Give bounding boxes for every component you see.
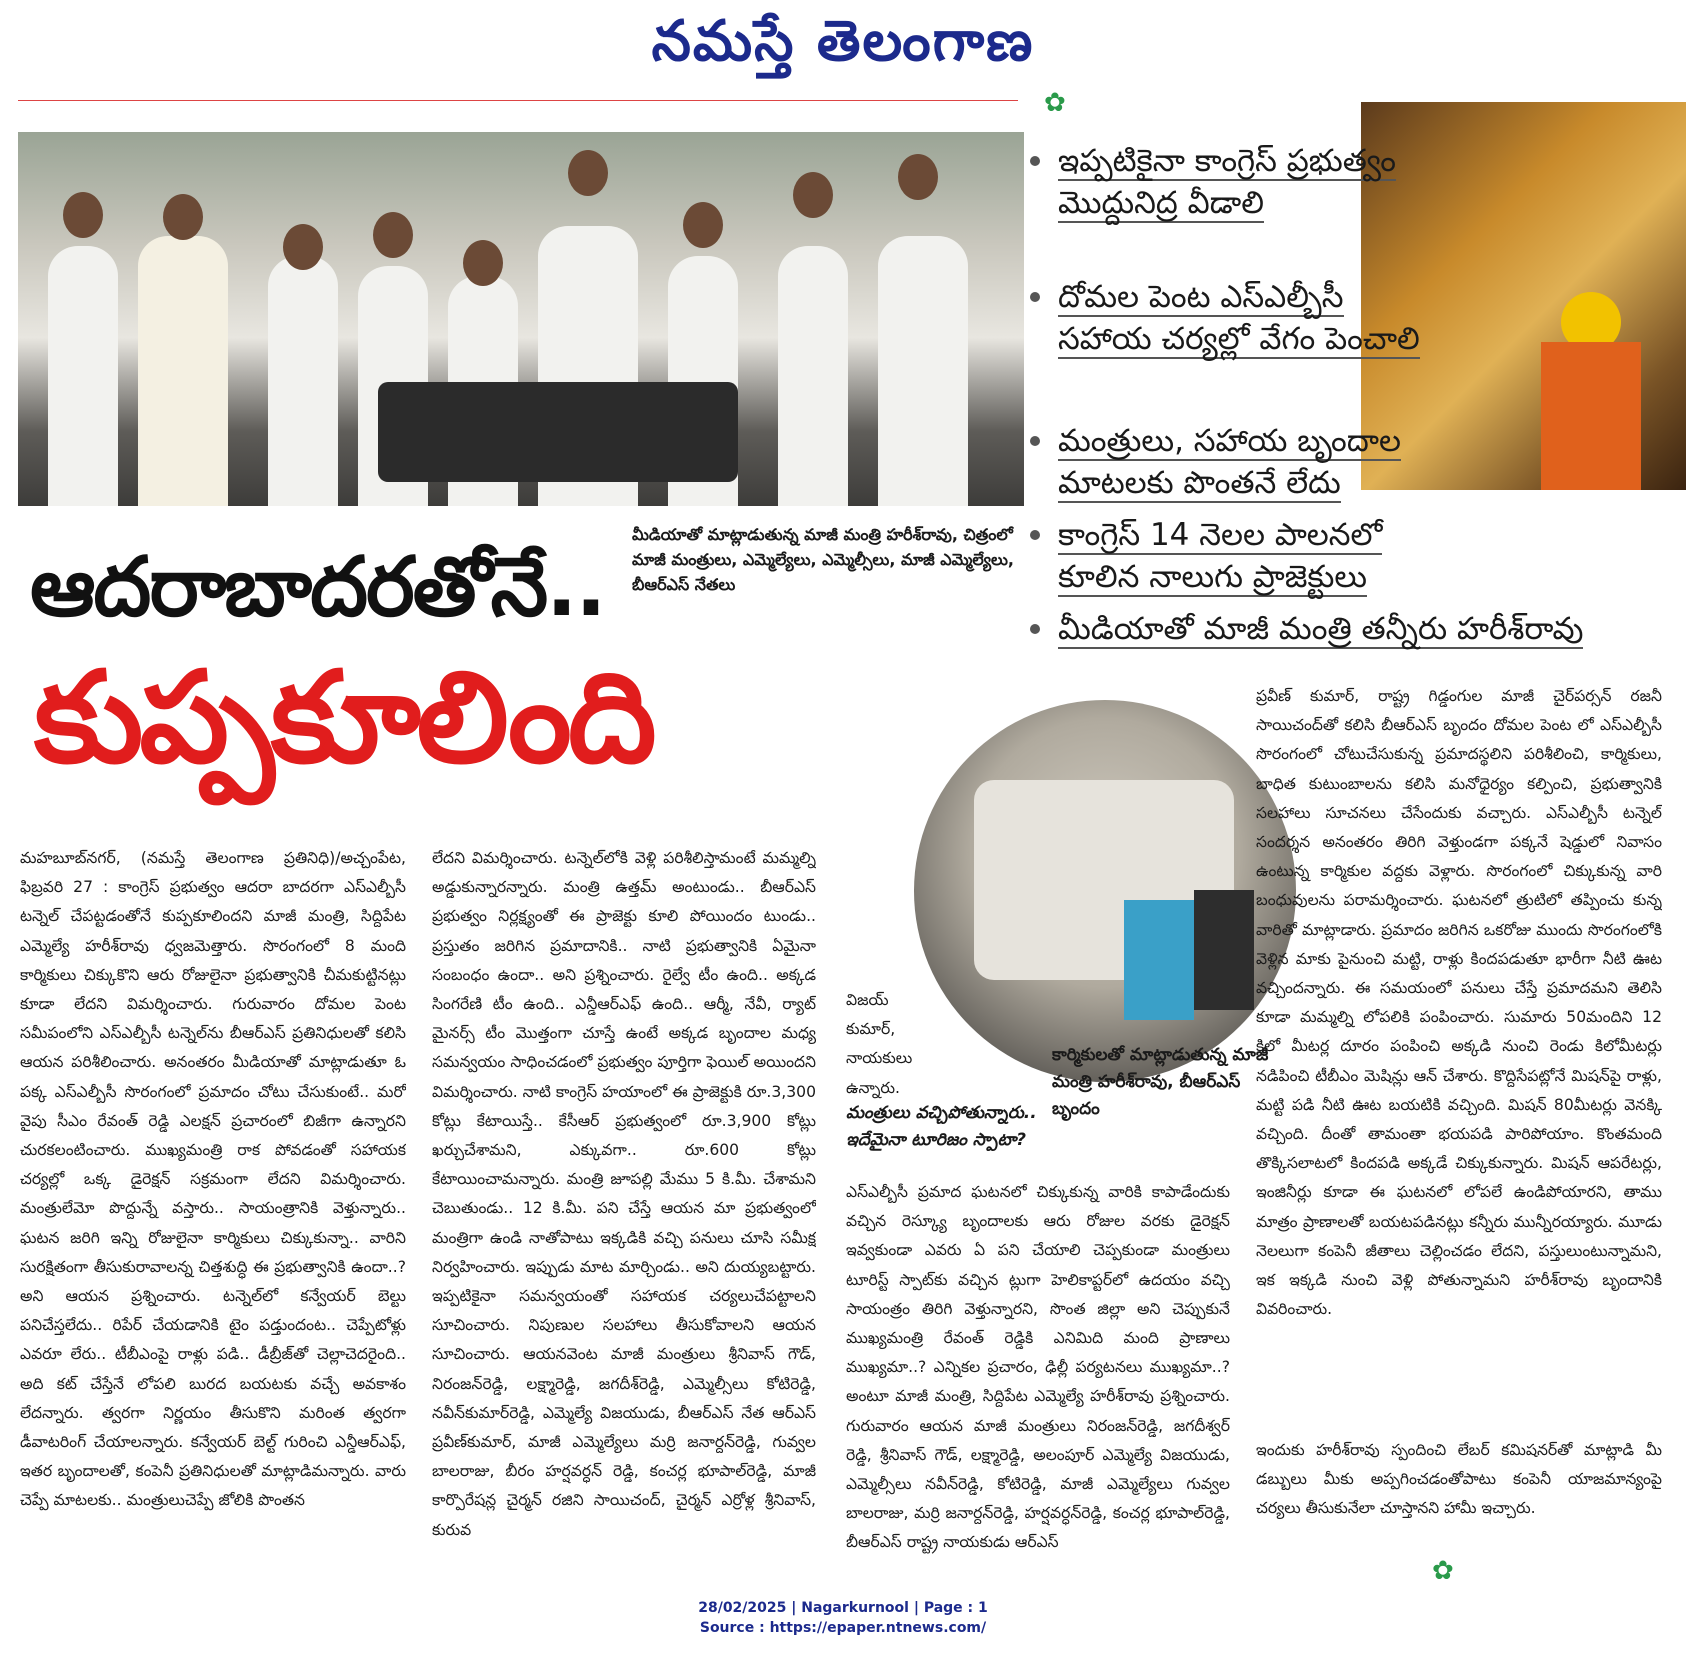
bullet-text: మీడియాతో మాజీ మంత్రి తన్నీరు హరీశ్‌రావు: [1058, 611, 1584, 647]
bullet-dot: [1030, 156, 1040, 166]
column-text: ఎస్ఎల్బీసీ ప్రమాద ఘటనలో చిక్కుకున్న వారికి కాపాడేందుకు వచ్చిన రెస్క్యూ బృందాలకు ఆరు రోజుల వరకు డైరెక్షన్ ఇవ్వకుండా ఎవరు ఏ పని చేయాలి చెప్పకుండా మంత్రులు టూరిస్ట్ స్పాట్‌కు వచ్చిన ట్లుగా హెలికాప్టర్‌లో ఉదయం వచ్చి సాయంత్రం తిరిగి వెళ్తున్నారని, సొంత జిల్లా అని చెప్పుకునే ముఖ్యమంత్రి రేవంత్ రెడ్డికి ఎనిమిది మంది ప్రాణాలు ముఖ్యమా..? ఎన్నికల ప్రచారం, ఢిల్లీ పర్యటనలు ముఖ్యమా..? అంటూ మాజీ మంత్రి, సిద్దిపేట ఎమ్మెల్యే హరీశ్‌రావు ప్రశ్నించారు. గురువారం ఆయన మాజీ మంత్రులు నిరంజన్‌రెడ్డి, జగదీశ్వర్ రెడ్డి, శ్రీనివాస్ గౌడ్, లక్ష్మారెడ్డి, అలంపూర్ ఎమ్మెల్యే విజయుడు, ఎమ్మెల్సీలు నవీన్‌రెడ్డి, కోటిరెడ్డి, మాజీ ఎమ్మెల్యేలు గువ్వల బాలరాజు, మర్రి జనార్దన్‌రెడ్డి, హర్షవర్ధన్‌రెడ్డి, కంచర్ల భూపాల్‌రెడ్డి, బీఆర్ఎస్ రాష్ట్ర నాయకుడు ఆర్ఎస్: [846, 1183, 1230, 1552]
masthead-rule: [18, 100, 1018, 101]
workers-meeting-photo: [914, 700, 1296, 1082]
column-text: లేదని విమర్శించారు. టన్నెల్‌లోకి వెళ్లి పరిశీలిస్తామంటే మమ్మల్ని అడ్డుకున్నారన్నారు. మంత్రి ఉత్తమ్ అంటుండు.. బీఆర్ఎస్ ప్రభుత్వం నిర్లక్ష్యంతో ఈ ప్రాజెక్టు కూలి పోయిందం టుండు.. ప్రస్తుతం జరిగిన ప్రమాదానికి.. నాటి ప్రభుత్వానికి ఏమైనా సంబంధం ఉందా.. అని ప్రశ్నించారు. రైల్వే టీం ఉంది.. అక్కడ సింగరేణి టీం ఉంది.. ఎన్డీఆర్ఎఫ్ ఉంది.. ఆర్మీ, నేవీ, ర్యాట్ మైనర్స్ టీం మొత్తంగా చూస్తే ఉంటే అక్కడ బృందాల మధ్య సమన్వయం సాధించడంలో ప్రభుత్వం పూర్తిగా ఫెయిల్ అయిందని విమర్శించారు. నాటి కాంగ్రెస్ హయాంలో ఈ ప్రాజెక్టుకి రూ.3,300 కోట్లు కేటాయిస్తే.. కేసీఆర్ ప్రభుత్వంలో రూ.3,900 కోట్లు ఖర్చుచేశామని, ఎక్కువగా.. రూ.600 కోట్లు కేటాయించామన్నారు. మంత్రి జూపల్లి మేము 5 కి.మీ. చేశామని చెబుతుండు.. 12 కి.మీ. పని చేస్తే ఆయన మా ప్రభుత్వంలో మంత్రిగా ఉండి నాతోపాటు ఇక్కడికి వచ్చి పనులు చూసి సమీక్ష నిర్వహించారు. ఇప్పుడు మాట మార్చిండు.. అని దుయ్యబట్టారు. ఇప్పటికైనా సమన్వయంతో సహాయక చర్యలుచేపట్టాలని సూచించారు. నిపుణుల సలహాలు తీసుకోవాలని ఆయన సూచించారు. ఆయనవెంట మాజీ మంత్రులు శ్రీనివాస్ గౌడ్, నిరంజన్‌రెడ్డి, లక్ష్మారెడ్డి, జగదీశ్‌రెడ్డి, ఎమ్మెల్సీలు కోటిరెడ్డి, నవీన్‌కుమార్‌రెడ్డి, ఎమ్మెల్యే విజయుడు, బీఆర్ఎస్ నేత ఆర్ఎస్ ప్రవీణ్‌కుమార్, మాజీ ఎమ్మెల్యేలు మర్రి జనార్దన్‌రెడ్డి, గువ్వల బాలరాజు, బీరం హర్షవర్ధన్ రెడ్డి, కంచర్ల భూపాల్‌రెడ్డి, మాజీ కార్పొరేషన్ల చైర్మన్ రజిని సాయిచంద్, చైర్మన్ ఎర్రోళ్ల శ్రీనివాస్, కురువ: [432, 849, 816, 1539]
press-photo-caption: మీడియాతో మాట్లాడుతున్న మాజీ మంత్రి హరీశ్‌రావు, చిత్రంలో మాజీ మంత్రులు, ఎమ్మెల్యేలు, ఎమ్మెల్సీలు, మాజీ ఎమ్మెల్యేలు, బీఆర్ఎస్ నేతలు: [632, 525, 1014, 594]
column-text: ఇందుకు హరీశ్‌రావు స్పందించి లేబర్ కమిషనర్‌తో మాట్లాడి మీ డబ్బులు మీకు అప్పగించడంతోపాటు కంపెనీ యాజమాన్యంపై చర్యలు తీసుకునేలా చూస్తానని హామీ ఇచ్చారు.: [1256, 1441, 1662, 1518]
leaf-icon: ✿: [1044, 88, 1066, 118]
bullet-text: దోమల పెంట ఎస్ఎల్బీసీ సహాయ చర్యల్లో వేగం పెంచాలి: [1058, 279, 1420, 357]
article-subheading: మంత్రులు వచ్చిపోతున్నారు.. ఇదేమైనా టూరిజం స్పాటా?: [846, 1103, 1037, 1150]
article-column-2: [432, 844, 816, 1574]
bullet-dot: [1030, 436, 1040, 446]
epaper-footer-date: 28/02/2025 | Nagarkurnool | Page : 1: [698, 1600, 988, 1616]
bullet-5: [1058, 608, 1618, 650]
press-conference-photo: [18, 132, 1024, 506]
bullet-3: [1058, 420, 1438, 504]
article-column-1: [20, 844, 406, 1574]
bullet-1: [1058, 140, 1438, 224]
article-column-3-top: [846, 986, 926, 1106]
bullet-2: [1058, 276, 1438, 360]
bullet-dot: [1030, 530, 1040, 540]
masthead-logo: నమస్తే తెలంగాణ: [651, 8, 1035, 74]
article-column-4-end: [1256, 1436, 1662, 1556]
article-column-4: [1256, 682, 1662, 1406]
epaper-footer-source: Source : https://epaper.ntnews.com/: [699, 1620, 987, 1636]
leaf-icon: ✿: [1432, 1556, 1454, 1586]
bullet-dot: [1030, 292, 1040, 302]
workers-photo-caption: కార్మికులతో మాట్లాడుతున్న మాజీ మంత్రి హరీశ్‌రావు, బీఆర్ఎస్ బృందం: [1052, 1045, 1269, 1119]
bullet-text: మంత్రులు, సహాయ బృందాల మాటలకు పొంతనే లేదు: [1058, 423, 1401, 501]
headline-kicker: ఆదరాబాదరతోనే..: [30, 540, 605, 635]
headline-main: కుప్పకూలింది: [34, 644, 653, 791]
bullet-text: కాంగ్రెస్ 14 నెలల పాలనలో కూలిన నాలుగు ప్రాజెక్టులు: [1058, 517, 1383, 595]
bullet-dot: [1030, 624, 1040, 634]
column-text: మహబూబ్‌నగర్, (నమస్తే తెలంగాణ ప్రతినిధి)/అచ్చంపేట, ఫిబ్రవరి 27 : కాంగ్రెస్ ప్రభుత్వం ఆదరా బాదరగా ఎస్ఎల్బీసీ టన్నెల్ చేపట్టడంతోనే కుప్పకూలిందని మాజీ మంత్రి, సిద్దిపేట ఎమ్మెల్యే హరీశ్‌రావు ధ్వజమెత్తారు. సొరంగంలో 8 మంది కార్మికులు చిక్కుకొని ఆరు రోజులైనా ప్రభుత్వానికి చీమకుట్టినట్లు కూడా లేదని విమర్శించారు. గురువారం దోమల పెంట సమీపంలోని ఎస్ఎల్బీసీ టన్నెల్‌ను బీఆర్ఎస్ ప్రతినిధులతో కలిసి ఆయన పరిశీలించారు. అనంతరం మీడియాతో మాట్లాడుతూ ఓ పక్క ఎస్ఎల్బీసీ సొరంగంలో ప్రమాదం చోటు చేసుకుంటే.. మరో వైపు సీఎం రేవంత్ రెడ్డి ఎలక్షన్ ప్రచారంలో బిజీగా ఉన్నారని చురకలంటించారు. ముఖ్యమంత్రి రాక పోవడంతో సహాయక చర్యల్లో ఒక్క డైరెక్షన్ సక్రమంగా లేదని విమర్శించారు. మంత్రులేమో పొద్దున్నే వస్తారు.. సాయంత్రానికి వెళ్తున్నారు.. ఘటన జరిగి ఇన్ని రోజులైనా కార్మికులు చిక్కుకున్నా.. వారిని సురక్షితంగా తీసుకురావాలన్న చిత్తశుద్ధి ఈ ప్రభుత్వానికి ఉందా..? అని ఆయన ప్రశ్నించారు. టన్నెల్‌లో కన్వేయర్ బెల్టు పనిచేస్తలేదు.. రిపేర్ చేయడానికి టైం పడ్తుందంట.. చెప్పేటోళ్లు ఎవరూ లేరు.. టీబీఎంపై రాళ్లు పడి.. డీబ్రీజ్‌తో చెల్లాచెదరైంది.. అది కట్ చేస్తేనే లోపలి బురద బయటకు వచ్చే అవకాశం లేదన్నారు. త్వరగా నిర్ణయం తీసుకొని మరింత త్వరగా డీవాటరింగ్ చేయాలన్నారు. కన్వేయర్ బెల్ట్ గురించి ఎన్డీఆర్ఎఫ్, ఇతర బృందాలతో, కంపెనీ ప్రతినిధులతో మాట్లాడిమన్నారు. వారు చెప్పే మాటలకు.. మంత్రులుచెప్పే జోలికి పొంతన: [20, 849, 406, 1510]
bullet-text: ఇప్పటికైనా కాంగ్రెస్ ప్రభుత్వం మొద్దునిద్ర వీడాలి: [1058, 143, 1396, 221]
column-text: విజయ్ కుమార్, నాయకులు ఉన్నారు.: [846, 991, 913, 1097]
column-text: ప్రవీణ్ కుమార్, రాష్ట్ర గిడ్డంగుల మాజీ చైర్‌పర్సన్ రజనీ సాయిచంద్‌తో కలిసి బీఆర్ఎస్ బృందం దోమల పెంట లో ఎస్ఎల్బీసీ సొరంగంలో చోటుచేసుకున్న ప్రమాదస్థలిని పరిశీలించి, కార్మికులు, బాధిత కుటుంబాలను కలిసి మనోధైర్యం కల్పించి, ప్రభుత్వానికి సలహాలు సూచనలు చేసేందుకు వచ్చారు. ఎస్ఎల్బీసీ టన్నెల్ సందర్శన అనంతరం తిరిగి వెళ్తుండగా పక్కనే షెడ్డులో నివాసం ఉంటున్న కార్మికుల వద్దకు వెళ్లారు. సొరంగంలో చిక్కుకున్న వారి బంధువులను పరామర్శించారు. ఘటనలో త్రుటిలో తప్పించు కున్న వారితో మాట్లాడారు. ప్రమాదం జరిగిన ఒకరోజు ముందు సొరంగంలోకి వెళ్లిన మాకు పైనుంచి మట్టి, రాళ్లు కిందపడుతూ భారీగా నీటి ఊట వచ్చిందన్నారు. ఈ సమయంలో పనులు చేస్తే ప్రమాదమని తెలిసి కూడా మమ్మల్ని లోపలికి పంపించారు. సుమారు 50మందిని 12 కిలో మీటర్ల దూరం పంపించి అక్కడి నుంచి రెండు కిలోమీటర్లు నడిపించి టీబీఎం మెషిన్లు ఆన్ చేశారు. కొద్దిసేపట్లోనే మిషన్‌పై రాళ్లు, మట్టి పడి నీటి ఊట బయటికి వచ్చింది. మిషన్ 80మీటర్లు వెనక్కి వచ్చింది. దీంతో తామంతా భయపడి పారిపోయాం. కొంతమంది తొక్కిసలాటలో కిందపడి అక్కడే చిక్కుకున్నారు. మిషన్ ఆపరేటర్లు, ఇంజినీర్లు కూడా ఈ ఘటనలో లోపలే ఉండిపోయారని, తాము మాత్రం ప్రాణాలతో బయటపడినట్లు కన్నీరు మున్నీరయ్యారు. మూడు నెలలుగా కంపెనీ జీతాలు చెల్లించడం లేదని, పస్తులుంటున్నామని, ఇక ఇక్కడి నుంచి వెళ్లి పోతున్నామని హరీశ్‌రావు బృందానికి వివరించారు.: [1256, 687, 1662, 1319]
article-column-3: [846, 1178, 1230, 1574]
bullet-4: [1058, 514, 1438, 598]
